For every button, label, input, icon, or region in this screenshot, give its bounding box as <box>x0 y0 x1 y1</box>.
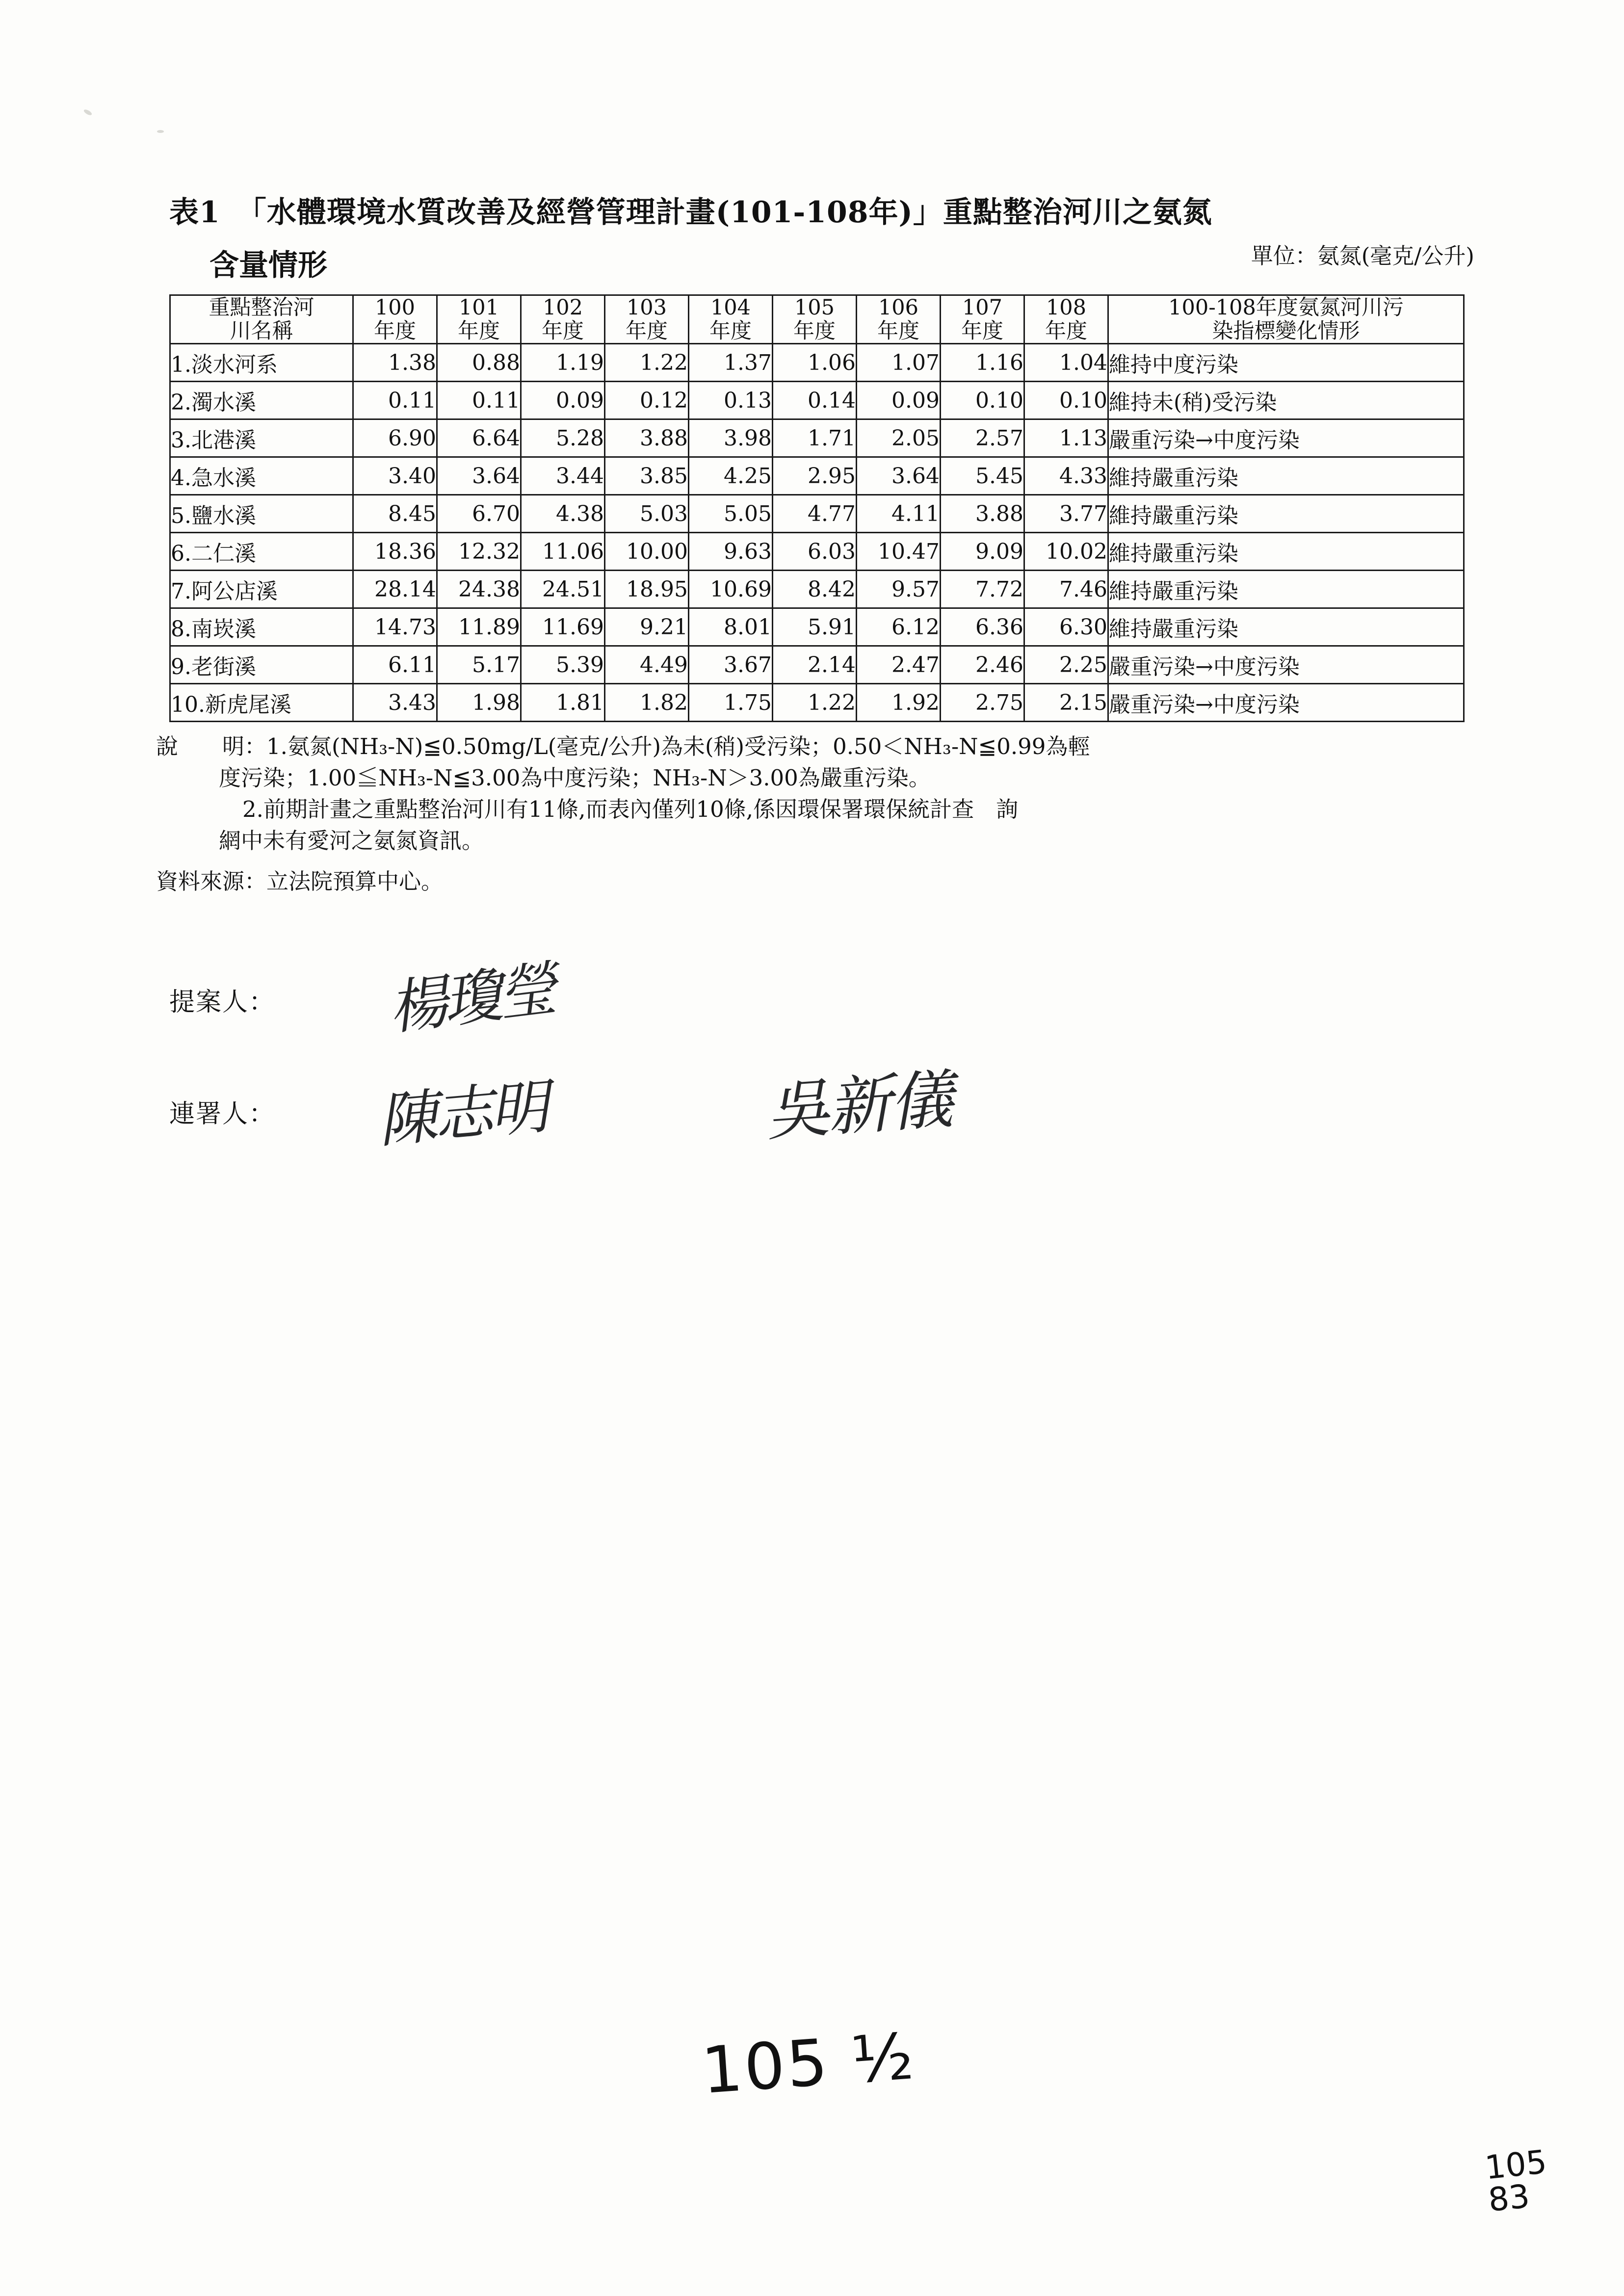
scan-speck <box>83 108 93 116</box>
cell-value: 2.57 <box>941 419 1024 457</box>
cell-trend: 維持嚴重污染 <box>1108 608 1464 646</box>
table-row <box>170 344 1464 382</box>
cell-value: 6.03 <box>773 533 857 571</box>
header-year-107: 107 年度 <box>941 295 1024 344</box>
cell-value: 18.95 <box>605 571 689 608</box>
cell-value: 4.77 <box>773 495 857 533</box>
title-line-1 <box>169 189 1494 231</box>
header-year-106: 106 年度 <box>857 295 941 344</box>
cell-value: 11.89 <box>437 608 521 646</box>
cell-value: 1.37 <box>689 344 773 382</box>
cell-value: 7.46 <box>1024 571 1108 608</box>
cell-value: 0.13 <box>689 382 773 419</box>
cell-river-name: 9.老街溪 <box>170 646 353 684</box>
cell-trend: 嚴重污染→中度污染 <box>1108 684 1464 722</box>
page-stamp-right-bottom: 83 <box>1486 2177 1532 2219</box>
notes-block <box>156 731 1500 857</box>
source-line: 資料來源：立法院預算中心。 <box>156 868 444 894</box>
cell-value: 0.12 <box>605 382 689 419</box>
page-stamp-right <box>1483 2142 1551 2219</box>
page-stamp-center <box>699 2019 917 2108</box>
note-line-1 <box>156 731 1500 762</box>
cell-value: 4.38 <box>521 495 605 533</box>
cell-value: 2.95 <box>773 457 857 495</box>
note-line-4: 網中未有愛河之氨氮資訊。 <box>219 827 484 854</box>
table-number: 表1 <box>169 195 220 230</box>
header-river-name-line1: 重點整治河 <box>209 295 314 320</box>
notes-label: 說 明： <box>156 733 267 759</box>
proposer-signature: 楊瓊瑩 <box>385 955 557 1043</box>
cell-value: 5.45 <box>941 457 1024 495</box>
cell-value: 1.82 <box>605 684 689 722</box>
table-row <box>170 457 1464 495</box>
cell-value: 3.40 <box>353 457 437 495</box>
cell-value: 3.44 <box>521 457 605 495</box>
cell-value: 0.14 <box>773 382 857 419</box>
header-trend: 100-108年度氨氮河川污 染指標變化情形 <box>1108 295 1464 344</box>
cell-value: 10.02 <box>1024 533 1108 571</box>
header-year-108: 108 年度 <box>1024 295 1108 344</box>
cell-value: 2.25 <box>1024 646 1108 684</box>
cell-value: 10.00 <box>605 533 689 571</box>
cell-river-name: 5.鹽水溪 <box>170 495 353 533</box>
cell-value: 2.05 <box>857 419 941 457</box>
cell-river-name: 7.阿公店溪 <box>170 571 353 608</box>
cell-value: 9.09 <box>941 533 1024 571</box>
cell-value: 6.30 <box>1024 608 1108 646</box>
cell-value: 3.64 <box>437 457 521 495</box>
cell-river-name: 4.急水溪 <box>170 457 353 495</box>
cell-value: 1.19 <box>521 344 605 382</box>
cell-value: 0.10 <box>1024 382 1108 419</box>
table-header-row <box>170 295 1464 344</box>
cell-value: 2.46 <box>941 646 1024 684</box>
cell-river-name: 6.二仁溪 <box>170 533 353 571</box>
cell-value: 1.22 <box>605 344 689 382</box>
cell-value: 8.01 <box>689 608 773 646</box>
cell-value: 4.25 <box>689 457 773 495</box>
cell-value: 3.88 <box>941 495 1024 533</box>
page-stamp-number: 105 <box>699 2025 832 2109</box>
cell-value: 0.11 <box>437 382 521 419</box>
cell-value: 28.14 <box>353 571 437 608</box>
table-row <box>170 684 1464 722</box>
cell-value: 1.07 <box>857 344 941 382</box>
cell-value: 5.39 <box>521 646 605 684</box>
table-row <box>170 382 1464 419</box>
cell-value: 1.04 <box>1024 344 1108 382</box>
cell-river-name: 3.北港溪 <box>170 419 353 457</box>
cell-value: 1.16 <box>941 344 1024 382</box>
cell-value: 9.57 <box>857 571 941 608</box>
cell-value: 1.22 <box>773 684 857 722</box>
cell-value: 2.15 <box>1024 684 1108 722</box>
table-title: 「水體環境水質改善及經營管理計畫(101-108年)」重點整治河川之氨氮 <box>236 195 1212 230</box>
cell-value: 10.47 <box>857 533 941 571</box>
cell-value: 5.05 <box>689 495 773 533</box>
cell-value: 1.81 <box>521 684 605 722</box>
cell-value: 3.43 <box>353 684 437 722</box>
title-block <box>169 189 1494 284</box>
cell-value: 0.09 <box>857 382 941 419</box>
cell-value: 11.69 <box>521 608 605 646</box>
cell-value: 18.36 <box>353 533 437 571</box>
header-year-101: 101 年度 <box>437 295 521 344</box>
cell-value: 0.09 <box>521 382 605 419</box>
cell-value: 4.11 <box>857 495 941 533</box>
table-body <box>170 344 1464 722</box>
cell-value: 14.73 <box>353 608 437 646</box>
cell-value: 8.42 <box>773 571 857 608</box>
table-row <box>170 419 1464 457</box>
cell-value: 24.38 <box>437 571 521 608</box>
cell-trend: 維持未(稍)受污染 <box>1108 382 1464 419</box>
cell-river-name: 8.南崁溪 <box>170 608 353 646</box>
cell-value: 5.28 <box>521 419 605 457</box>
cell-value: 6.12 <box>857 608 941 646</box>
cell-value: 11.06 <box>521 533 605 571</box>
cell-value: 6.90 <box>353 419 437 457</box>
cell-value: 2.14 <box>773 646 857 684</box>
cell-value: 0.88 <box>437 344 521 382</box>
table-row <box>170 533 1464 571</box>
cell-value: 2.47 <box>857 646 941 684</box>
header-year-100: 100 年度 <box>353 295 437 344</box>
table-row <box>170 608 1464 646</box>
title-line-2: 含量情形 <box>210 248 327 283</box>
header-year-105: 105 年度 <box>773 295 857 344</box>
cell-value: 9.21 <box>605 608 689 646</box>
header-year-103: 103 年度 <box>605 295 689 344</box>
cell-value: 12.32 <box>437 533 521 571</box>
cell-value: 9.63 <box>689 533 773 571</box>
cell-value: 5.03 <box>605 495 689 533</box>
cell-trend: 維持嚴重污染 <box>1108 457 1464 495</box>
page-stamp-fraction: ½ <box>848 2018 918 2098</box>
page-stamp-right-top: 105 <box>1483 2142 1549 2187</box>
header-year-104: 104 年度 <box>689 295 773 344</box>
cell-value: 6.64 <box>437 419 521 457</box>
cell-value: 0.10 <box>941 382 1024 419</box>
cell-value: 1.06 <box>773 344 857 382</box>
cell-value: 1.13 <box>1024 419 1108 457</box>
cell-value: 1.75 <box>689 684 773 722</box>
table-row <box>170 646 1464 684</box>
cell-value: 1.98 <box>437 684 521 722</box>
scan-speck <box>157 130 164 133</box>
cell-value: 1.71 <box>773 419 857 457</box>
cell-value: 4.33 <box>1024 457 1108 495</box>
cell-value: 6.36 <box>941 608 1024 646</box>
note-text-1: 1.氨氮(NH₃-N)≦0.50mg/L(毫克/公升)為未(稍)受污染；0.50＜NH₃-N≦0.99為輕 <box>266 733 1090 759</box>
cell-trend: 維持嚴重污染 <box>1108 571 1464 608</box>
cell-value: 0.11 <box>353 382 437 419</box>
unit-note: 單位：氨氮(毫克/公升) <box>1251 243 1474 269</box>
cell-trend: 嚴重污染→中度污染 <box>1108 646 1464 684</box>
data-table-wrapper <box>169 294 1465 722</box>
table-row <box>170 495 1464 533</box>
cosigner-signature-1: 陳志明 <box>375 1073 549 1156</box>
cell-value: 7.72 <box>941 571 1024 608</box>
cell-value: 3.67 <box>689 646 773 684</box>
cell-value: 3.85 <box>605 457 689 495</box>
table-row <box>170 571 1464 608</box>
note-line-2: 度污染；1.00≦NH₃-N≦3.00為中度污染；NH₃-N＞3.00為嚴重污染。 <box>219 764 931 791</box>
cell-value: 3.88 <box>605 419 689 457</box>
header-river-name-line2: 川名稱 <box>230 319 293 344</box>
ammonia-nitrogen-table <box>169 294 1465 722</box>
proposer-label: 提案人： <box>169 988 276 1017</box>
cell-value: 2.75 <box>941 684 1024 722</box>
cell-river-name: 10.新虎尾溪 <box>170 684 353 722</box>
cell-value: 8.45 <box>353 495 437 533</box>
cell-trend: 嚴重污染→中度污染 <box>1108 419 1464 457</box>
cell-value: 24.51 <box>521 571 605 608</box>
cell-value: 6.11 <box>353 646 437 684</box>
cosigner-label: 連署人： <box>169 1099 276 1129</box>
cell-value: 3.64 <box>857 457 941 495</box>
cell-value: 1.38 <box>353 344 437 382</box>
table-head <box>170 295 1464 344</box>
cell-trend: 維持嚴重污染 <box>1108 495 1464 533</box>
header-year-102: 102 年度 <box>521 295 605 344</box>
cell-trend: 維持嚴重污染 <box>1108 533 1464 571</box>
cell-value: 5.17 <box>437 646 521 684</box>
cell-value: 3.98 <box>689 419 773 457</box>
cell-value: 10.69 <box>689 571 773 608</box>
cell-value: 3.77 <box>1024 495 1108 533</box>
cell-value: 6.70 <box>437 495 521 533</box>
cell-value: 1.92 <box>857 684 941 722</box>
cell-river-name: 1.淡水河系 <box>170 344 353 382</box>
note-line-3: 2.前期計畫之重點整治河川有11條,而表內僅列10條,係因環保署環保統計查 詢 <box>242 796 1019 822</box>
cell-value: 4.49 <box>605 646 689 684</box>
cell-river-name: 2.濁水溪 <box>170 382 353 419</box>
cell-trend: 維持中度污染 <box>1108 344 1464 382</box>
header-river-name <box>170 295 353 344</box>
cell-value: 5.91 <box>773 608 857 646</box>
cosigner-signature-2: 吳新儀 <box>763 1062 954 1149</box>
